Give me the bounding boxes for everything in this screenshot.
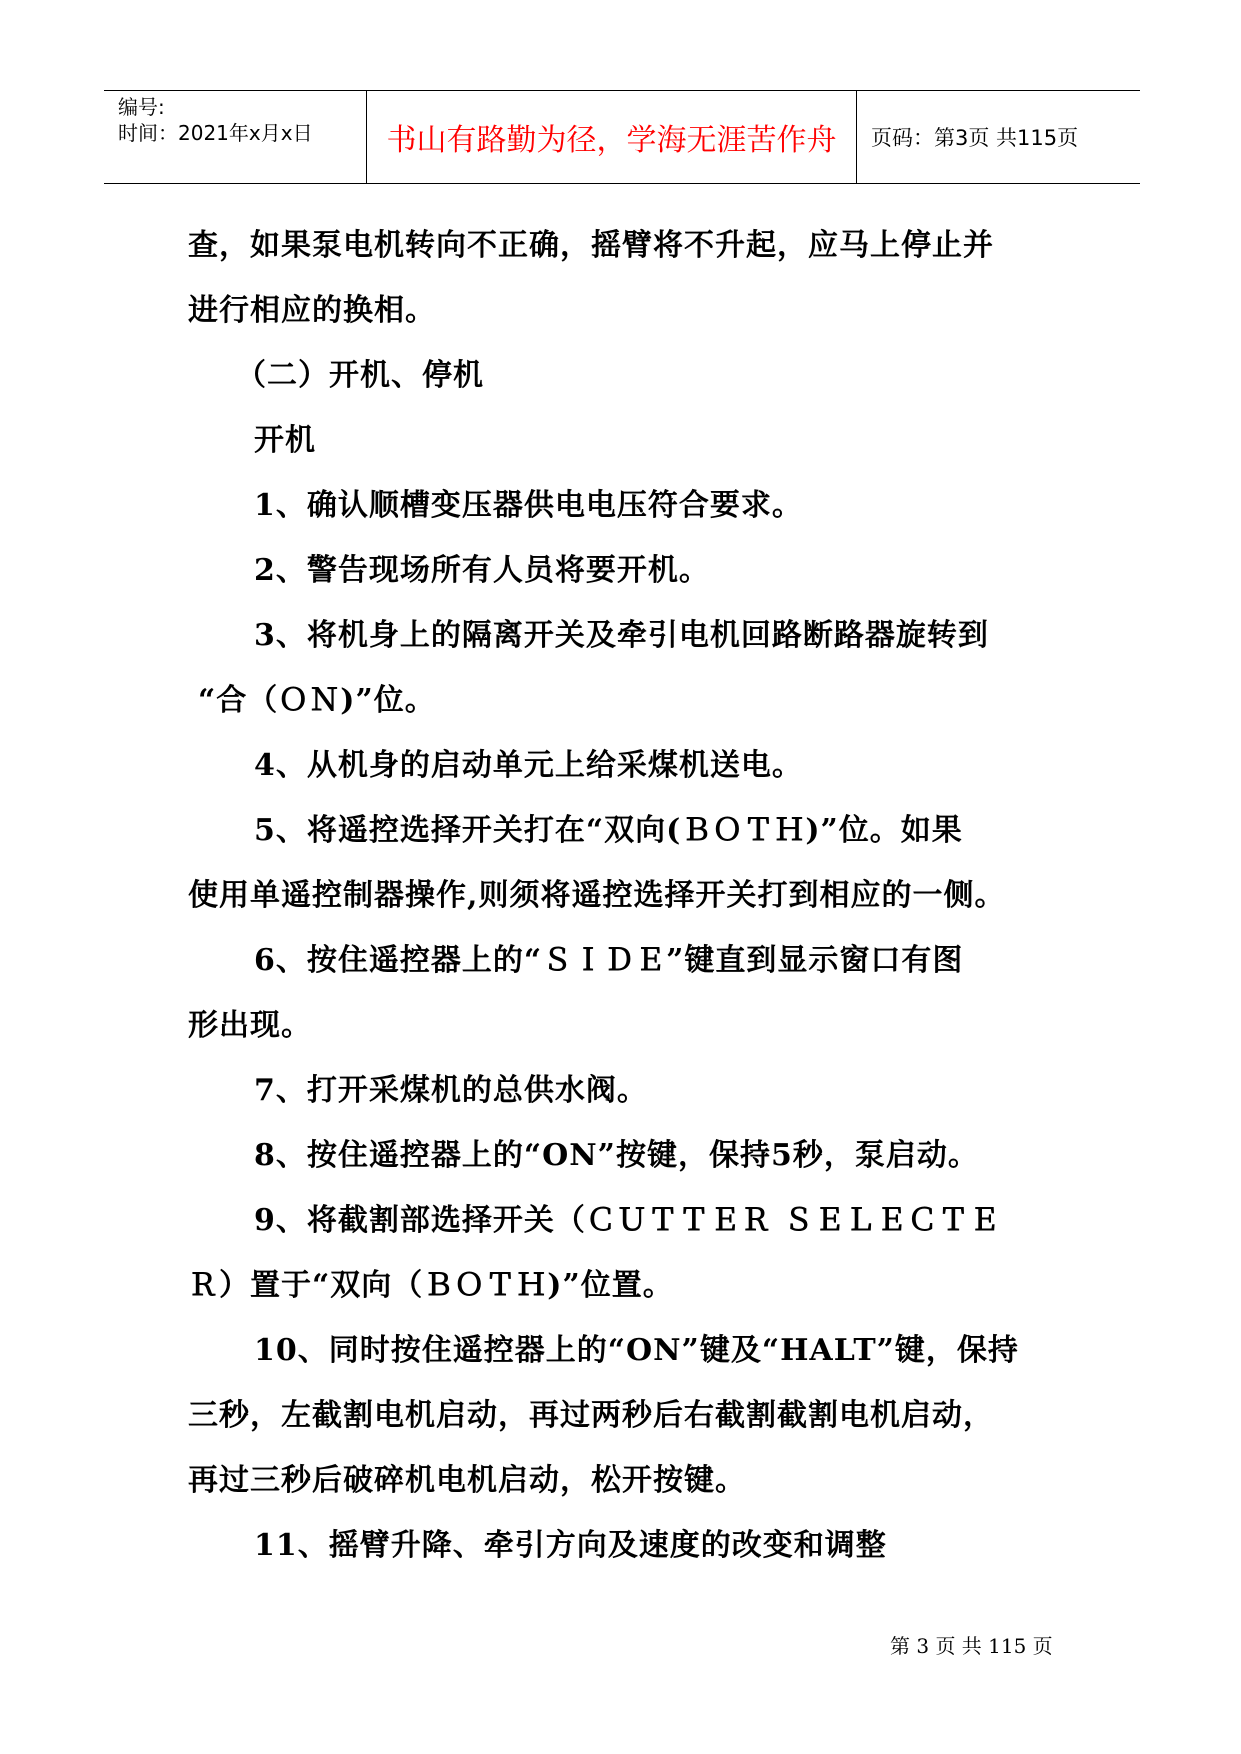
list-item-continuation: 再过三秒后破碎机电机启动，松开按键。: [188, 1463, 746, 1498]
number-label: 编号:: [118, 95, 165, 119]
footer-page-number: 第 3 页 共 115 页: [890, 1634, 1053, 1658]
list-item: 11、摇臂升降、牵引方向及速度的改变和调整: [254, 1528, 887, 1563]
section-heading: （二）开机、停机: [236, 358, 484, 393]
paragraph-line: 查，如果泵电机转向不正确，摇臂将不升起，应马上停止并: [188, 228, 994, 263]
list-item: 4、从机身的启动单元上给采煤机送电。: [254, 748, 803, 783]
header-page-cell: [857, 91, 1140, 183]
list-item: 5、将遥控选择开关打在“双向(ＢＯＴＨ)”位。如果: [254, 813, 963, 848]
list-item: 3、将机身上的隔离开关及牵引电机回路断路器旋转到: [254, 618, 989, 653]
list-item: 10、同时按住遥控器上的“ON”键及“HALT”键，保持: [254, 1333, 1019, 1368]
header-motto-cell: [367, 91, 857, 183]
list-item-continuation: 三秒，左截割电机启动，再过两秒后右截割截割电机启动，: [188, 1398, 994, 1433]
list-item-continuation: 使用单遥控制器操作,则须将遥控选择开关打到相应的一侧。: [188, 878, 1006, 913]
list-item-continuation: 形出现。: [188, 1008, 312, 1043]
subsection-heading: 开机: [254, 423, 316, 458]
list-item: 7、打开采煤机的总供水阀。: [254, 1073, 648, 1108]
paragraph-line: 进行相应的换相。: [188, 293, 436, 328]
list-item-continuation: Ｒ）置于“双向（ＢＯＴＨ)”位置。: [188, 1268, 674, 1303]
time-label: 时间：2021年x月x日: [118, 121, 313, 145]
page-footer: [890, 1630, 1053, 1659]
document-body: [188, 213, 1058, 1578]
list-item: 1、确认顺槽变压器供电电压符合要求。: [254, 488, 803, 523]
motto-text: 书山有路勤为径，学海无涯苦作舟: [386, 123, 837, 158]
list-item: 6、按住遥控器上的“ＳＩＤＥ”键直到显示窗口有图: [254, 943, 964, 978]
list-item: 2、警告现场所有人员将要开机。: [254, 553, 710, 588]
header-meta-cell: [104, 91, 367, 183]
list-item: 8、按住遥控器上的“ON”按键，保持5秒，泵启动。: [254, 1138, 979, 1173]
list-item: 9、将截割部选择开关（ＣＵＴＴＥＲ ＳＥＬＥＣＴＥ: [254, 1203, 1001, 1238]
page-header: [104, 90, 1140, 184]
header-page-label: 页码：第3页 共115页: [871, 126, 1079, 150]
list-item-continuation: “合（ＯＮ)”位。: [198, 683, 436, 718]
